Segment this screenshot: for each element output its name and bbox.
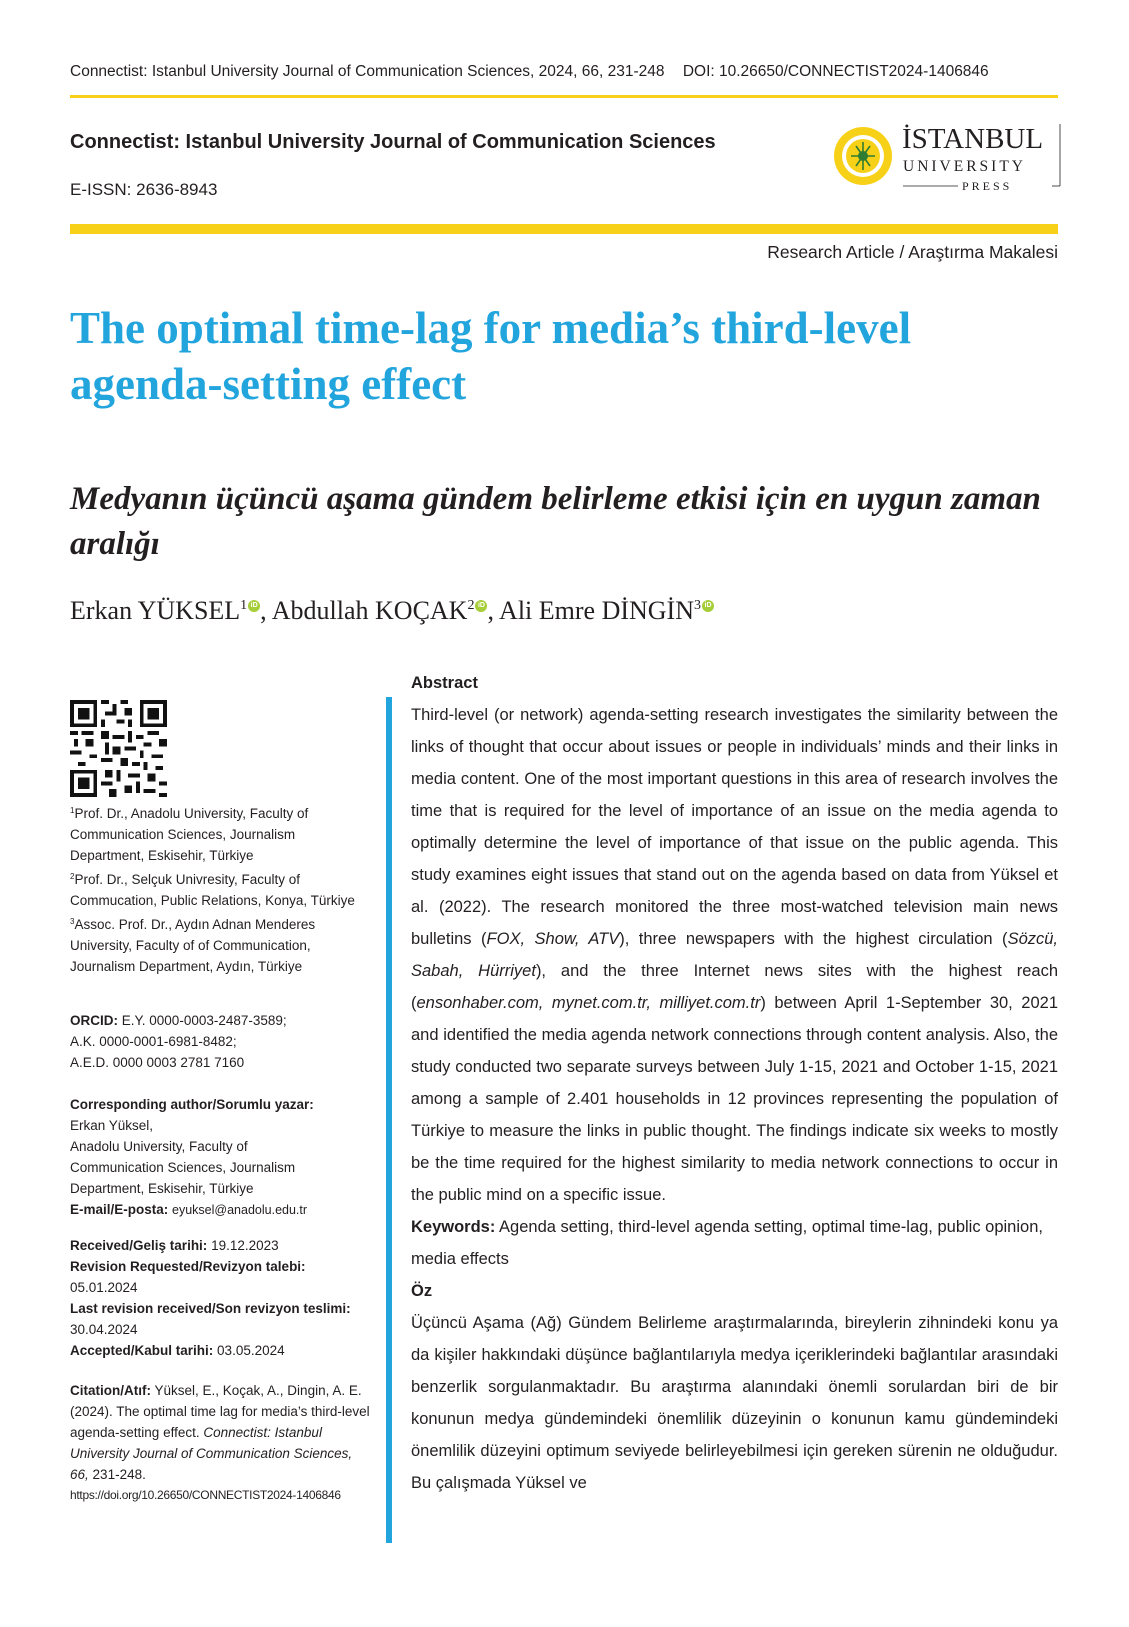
article-title: The optimal time-lag for media’s third-level agenda-setting effect xyxy=(70,303,912,409)
orcid-icon[interactable]: iD xyxy=(248,600,260,612)
author-list: Erkan YÜKSEL$^1$ iD, Abdullah KOÇAK$^2$ iD, Ali Emre DİNGİN$^3$ iD xyxy=(70,596,714,626)
logo-name: İSTANBUL xyxy=(902,123,1044,155)
journal-title: Connectist: Istanbul University Journal of Communication Sciences xyxy=(70,131,716,153)
author-affiliation-number: 2 xyxy=(467,598,475,613)
orcid-label: ORCID: xyxy=(70,1013,118,1028)
citation-block: Citation/Atıf: Yüksel, E., Koçak, A., Dingin, A. E. (2024). The optimal time lag for media’s third-level agenda-setting effect. Connectist: Istanbul University Journal of Communication Sciences, 66, 231-248. https://doi.org/10.26650/CONNECTIST2024-1406846 xyxy=(70,1380,370,1506)
affiliation-item: $^1$Prof. Dr., Anadolu University, Faculty of Communication Sciences, Journalism Department, Eskisehir, Türkiye xyxy=(70,806,309,863)
orcid-icon[interactable]: iD xyxy=(475,600,487,612)
running-head-doi: DOI: 10.26650/CONNECTIST2024-1406846 xyxy=(682,63,989,80)
corresponding-author-block: Corresponding author/Sorumlu yazar: Erkan Yüksel, Anadolu University, Faculty of Communication Sciences, Journalism Department, Eskisehir, Türkiye E-mail/E-posta: eyuksel@anadolu.edu.tr xyxy=(70,1097,314,1217)
citation-label: Citation/Atıf: xyxy=(70,1383,151,1398)
orcid-icon[interactable]: iD xyxy=(702,600,714,612)
istanbul-university-press-logo xyxy=(833,120,1063,200)
oz-text: Üçüncü Aşama (Ağ) Gündem Belirleme araştırmalarında, bireylerin zihnindeki konu ya da kişiler hakkındaki düşünce bağlantılarıyla medya içeriklerindeki bağlantılar arasındaki benzerlik sorgulanmaktadır. Bu araştırma alanındaki önemli sorulardan biri de bir konunun medya gündemindeki önemlilik düzeyinin o konunun kamu gündemindeki önemlilik düzeyini optimum seviyede belirleyebilmesi için gereken sürenin ne olduğudur. Bu çalışmada Yüksel ve xyxy=(411,1314,1058,1492)
affiliation-item: $^3$Assoc. Prof. Dr., Aydın Adnan Menderes University, Faculty of of Communication, Journalism Department, Aydın, Türkiye xyxy=(70,917,316,974)
header-rule xyxy=(70,95,1058,98)
affiliations xyxy=(70,800,370,977)
dates-block: Received/Geliş tarihi: 19.12.2023 Revision Requested/Revizyon talebi: 05.01.2024 Last revision received/Son revizyon teslimi: 30.04.2024 Accepted/Kabul tarihi: 03.05.2024 xyxy=(70,1238,351,1358)
logo-press: PRESS xyxy=(962,179,1013,193)
logo-sub: UNIVERSITY xyxy=(903,158,1026,175)
email-link[interactable]: eyuksel@anadolu.edu.tr xyxy=(172,1203,308,1217)
article-type: Research Article / Araştırma Makalesi xyxy=(767,242,1058,262)
oz-heading: Öz xyxy=(411,1282,433,1300)
citation-doi-link[interactable]: https://doi.org/10.26650/CONNECTIST2024-1406846 xyxy=(70,1488,341,1502)
abstract-text: Third-level (or network) agenda-setting research investigates the similarity between the links of thought that occur about issues or people in individuals’ minds and their links in media content. One of the most important questions in this area of research involves the time that is required for the level of importance of an issue on the media agenda to optimally determine the level of importance of that issue on the public agenda. This study examines eight issues that stand out on the agenda based on data from Yüksel et al. (2022). The research monitored the three most-watched television main news bulletins (FOX, Show, ATV), three newspapers with the highest circulation (Sözcü, Sabah, Hürriyet), and the three Internet news sites with the highest reach (ensonhaber.com, mynet.com.tr, milliyet.com.tr) between April 1-September 30, 2021 and identified the media agenda network connections through content analysis. Also, the study conducted two separate surveys between July 1-15, 2021 and October 1-15, 2021 among a sample of 2.401 households in 12 provinces representing the population of Türkiye to measure the links in public thought. The findings indicate six weeks to mostly be the time required for the highest similarity to media network connections to occur in the public mind on a specific issue. xyxy=(411,706,1059,1204)
abstract-heading: Abstract xyxy=(411,674,478,692)
orcid-block: ORCID: E.Y. 0000-0003-2487-3589; A.K. 0000-0001-6981-8482; A.E.D. 0000 0003 2781 7160 xyxy=(70,1013,287,1070)
keywords: Keywords: Agenda setting, third-level agenda setting, optimal time-lag, public opinion, media effects xyxy=(411,1218,1043,1268)
affiliation-item: $^2$Prof. Dr., Selçuk Univresity, Faculty of Commucation, Public Relations, Konya, Türkiye xyxy=(70,872,355,908)
qr-code[interactable] xyxy=(70,700,167,797)
author-name: Ali Emre DİNGİN xyxy=(499,596,694,625)
running-head xyxy=(70,63,989,81)
corresponding-label: Corresponding author/Sorumlu yazar: xyxy=(70,1097,314,1112)
author-affiliation-number: 3 xyxy=(694,598,701,613)
university-seal-icon xyxy=(834,127,892,185)
running-head-citation: Connectist: Istanbul University Journal of Communication Sciences, 2024, 66, 231-248 xyxy=(70,63,665,80)
issn: E-ISSN: 2636-8943 xyxy=(70,180,218,199)
abstract-accent-bar xyxy=(386,697,392,1543)
abstract-section xyxy=(411,667,1058,1499)
author-name: Erkan YÜKSEL xyxy=(70,596,241,625)
author-name: Abdullah KOÇAK xyxy=(271,596,468,625)
author-affiliation-number: 1 xyxy=(240,598,248,613)
article-title-turkish: Medyanın üçüncü aşama gündem belirleme etkisi için en uygun zaman aralığı xyxy=(70,481,1041,562)
masthead-rule xyxy=(70,224,1058,234)
